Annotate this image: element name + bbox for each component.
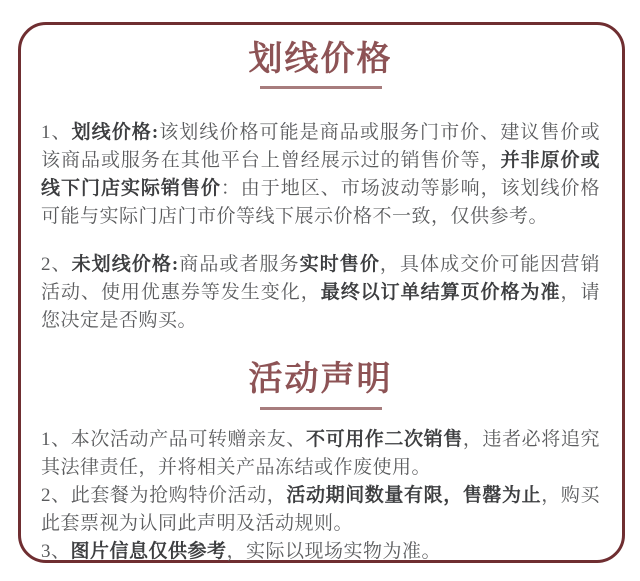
body-text: 1、本次活动产品可转赠亲友、: [41, 428, 306, 450]
emphasis-text: 并非原价或线下门店实际销售价: [41, 150, 600, 200]
body-text: ，实际以现场实物为准。: [226, 540, 442, 562]
body-text: ，请您决定是否购买。: [41, 282, 600, 332]
activity-statement-item: [41, 426, 600, 482]
activity-statement-item: [41, 482, 600, 538]
activity-statement-title: 活动声明: [248, 361, 393, 399]
activity-statement-item: [41, 538, 600, 566]
emphasis-text: 图片信息仅供参考: [70, 540, 227, 562]
body-text: ，具体成交价可能因营销活动、使用优惠券等发生变化，: [41, 254, 600, 304]
body-text: 3、: [41, 540, 71, 562]
body-text: 商品或者服务: [178, 254, 300, 276]
body-text: 1、: [41, 122, 72, 144]
emphasis-text: 活动期间数量有限，售罄为止: [286, 484, 542, 506]
title-underline-decoration: [260, 407, 382, 410]
price-notice-paragraph: [41, 119, 600, 231]
strikethrough-price-title: 划线价格: [248, 41, 393, 78]
emphasis-text: 实时售价: [299, 254, 380, 276]
strikethrough-price-paragraphs: [41, 119, 600, 335]
emphasis-text: 未划线价格:: [71, 254, 179, 276]
body-text: 2、此套餐为抢购特价活动，: [41, 484, 287, 506]
body-text: 2、: [41, 254, 72, 276]
body-text: ：由于地区、市场波动等影响，该划线价格可能与实际门店门市价等线下展示价格不一致，仅供参考。: [41, 178, 600, 228]
body-text: ，违者必将追究其法律责任，并将相关产品冻结或作废使用。: [41, 428, 600, 478]
price-notice-paragraph: [41, 251, 600, 335]
title-underline-decoration: [260, 86, 382, 89]
activity-statement-paragraphs: [41, 426, 600, 566]
emphasis-text: 最终以订单结算页价格为准: [320, 282, 561, 304]
notice-card: [18, 22, 625, 563]
body-text: 该划线价格可能是商品或服务门市价、建议售价或该商品或服务在其他平台上曾经展示过的销售价等，: [41, 122, 600, 172]
emphasis-text: 不可用作二次销售: [305, 428, 463, 450]
emphasis-text: 划线价格:: [71, 122, 159, 144]
body-text: ，购买此套票视为认同此声明及活动规则。: [41, 484, 600, 534]
